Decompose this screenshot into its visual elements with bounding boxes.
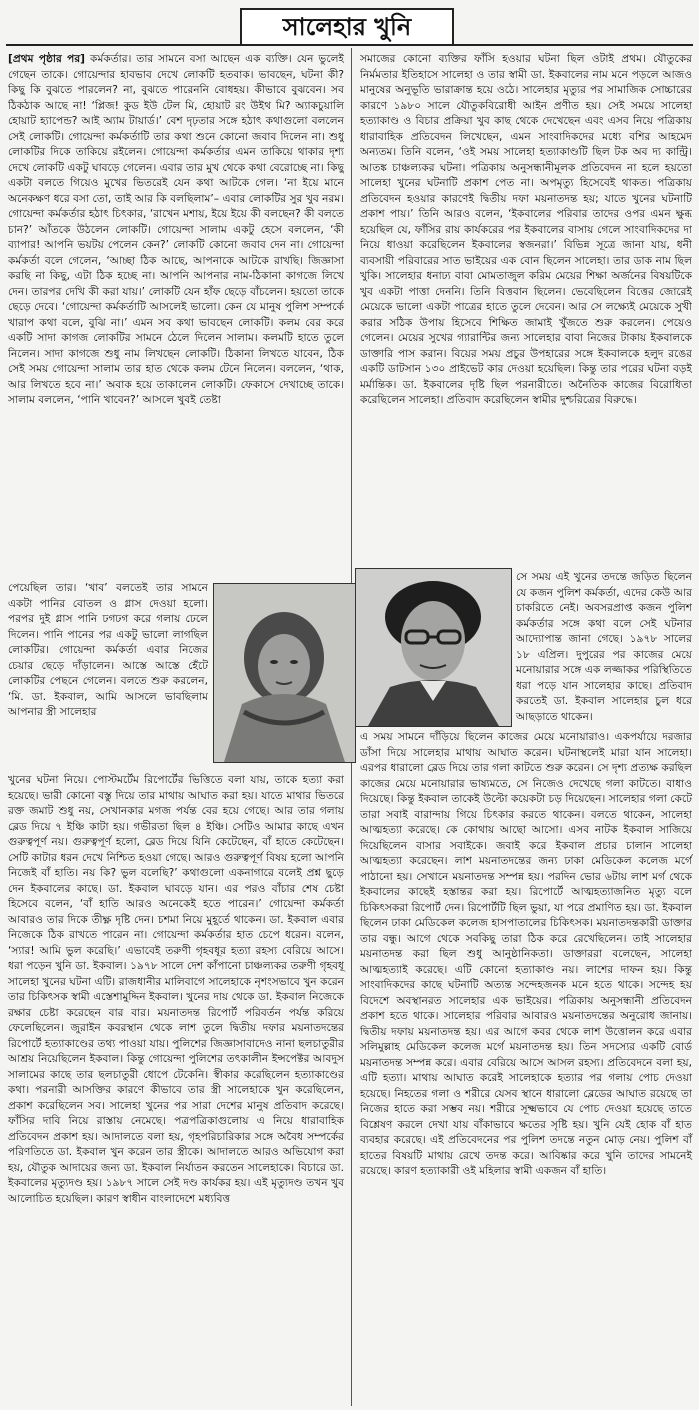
continued-marker: [প্রথম পৃষ্ঠার পর]: [8, 53, 86, 65]
right-column-bottom-text: এ সময় সামনে দাঁড়িয়ে ছিলেন কাজের মেয়ে মনোয়ারাও। একপর্যায়ে দরজার ডাঁসা দিয়ে সালেহার মাথায় আঘাত করেন। ঘটনাস্থলেই মারা যান সালেহা। এরপর ধারালো ব্লেড দিয়ে তার গলা কাটতে শুরু করেন। সে দৃশ্য প্রত্যক্ষ করছিল কাজের মেয়ে মনোয়ারার ভাষ্যমতে, সে নিজেও দেখেছে গলা কাটতে। বাধাও দিয়েছে। কিন্তু ইকবাল তাকেই উল্টো কয়েকটা চড় দিয়েছেন। সালেহার গলা কেটে তারা সবাই বারান্দায় গিয়ে চিৎকার করতে থাকেন। বলতে থাকেন, সালেহা আত্মহত্যা করেছে। কে কোথায় আছো আসো। এসব নাটক ইকবাল সাজিয়ে দিয়েছিলেন বাসার সবাইকে। জবাই করে ইকবাল প্রচার চালান সালেহা আত্মহত্যা করেছেন। লাশ ময়নাতদন্তের জন্য ঢাকা মেডিকেল কলেজ মর্গে পাঠানো হয়। সেখানে ময়নাতদন্ত সম্পন্ন হয়। পরদিন ভোর ৬টায় লাশ মর্গ থেকে ইকবালের কাছেই হস্তান্তর করা হয়। রিপোর্টে আত্মহত্যাজনিত মৃত্যু বলে চিকিৎসকরা রিপোর্ট দেন। রিপোর্টটি ছিল ভুয়া, যা পরে প্রমাণিত হয়। ডা. ইকবাল ছিলেন ঢাকা মেডিকেল কলেজ হাসপাতালের চিকিৎসক। ময়নাতদন্তকারী ডাক্তার তার বন্ধু। আগে থেকে সবকিছু তারা ঠিক করে রেখেছিলেন। তাই সালেহার ময়নাতদন্ত করা ছিল শুধু আনুষ্ঠানিকতা। ডাক্তাররা বলেছেন, সালেহা আত্মহত্যাই করেছে। এটি কোনো হত্যাকাণ্ড নয়। লাশের দাফন হয়। কিন্তু সাংবাদিকদের কাছে ঘটনাটি অত্যন্ত সন্দেহজনক মনে হতে থাকে। সন্দেহ হয় বিদেশে অবস্থানরত সালেহার এক ভাইয়ের। পত্রিকায় অনুসন্ধানী প্রতিবেদন প্রকাশ হতে থাকে। সালেহার পরিবার আবারও ময়নাতদন্তের অনুরোধ জানায়। দ্বিতীয় দফায় ময়নাতদন্ত হয়। এর আগে কবর থেকে লাশ উত্তোলন করে এবার সলিমুল্লাহ মেডিকেল কলেজ মর্গে ময়নাতদন্ত হয়। তিন সদস্যের একটি বোর্ড ময়নাতদন্ত সম্পন্ন করে। এবার বেরিয়ে আসে আসল রহস্য। প্রতিবেদনে বলা হয়, এটি হত্যা। মাথায় আঘাত করেই সালেহাকে হত্যার পর গলায় পোচ দেওয়া হয়েছে। নিহতের গলা ও শরীরে যেসব স্থানে ধারালো ব্লেডের আঘাত রয়েছে তা নিজের হাতে করা সম্ভব নয়। শরীরে সূক্ষ্মভাবে যে পোচ দেওয়া হয়েছে তাতে বিশ্লেষণ করলে দেখা যায় বাঁকাভাবে ক্ষতের সৃষ্টি হয়। খুনি যেই হোক বাঁ হাত ব্যবহার করেছে। এই প্রতিবেদনের পর পুলিশ তদন্তে নতুন মোড় নেয়। পুলিশ বাঁ হাতের বিষয়টি মাথায় রেখে তদন্ত করে। আবিষ্কার করে খুনি তাদের সামনেই রয়েছে। কারণ হত্যাকারী ওই মহিলার স্বামী একজন বাঁ হাতি।: [360, 731, 692, 1177]
left-column-bottom-text: খুনের ঘটনা নিয়ে। পোস্টমর্টেম রিপোর্টের ভিত্তিতে বলা যায়, তাকে হত্যা করা হয়েছে। ভারী কোনো বস্তু দিয়ে তার মাথায় আঘাত করা হয়। যাতে মাথার ভিতরে রক্ত জমাট শুধু নয়, সেখানকার মগজ পর্যন্ত বের হয়ে গেছে। আর তার গলায় ব্লেড দিয়ে ৭ ইঞ্চি কাটা হয়। গভীরতা ছিল ৪ ইঞ্চি। সেটিও আমার কাছে এখন গুরুত্বপূর্ণ নয়। গুরুত্বপূর্ণ হলো, ব্লেড দিয়ে যিনি কেটেছেন, বাঁ হাতে কেটেছেন। সেটি কাটার ধরন দেখে নিশ্চিত হওয়া গেছে। আরও গুরুত্বপূর্ণ বিষয় হলো আপনি নিজেই বাঁ হাতি। নয় কি? ভুল বলেছি?’ কথাগুলো একনাগারে বলেই প্রশ্ন ছুড়ে দেন ইকবালের কাছে। ডা. ইকবাল ঘাবড়ে যান। এর পরও বাঁচার শেষ চেষ্টা হিসেবে বলেন, ‘বাঁ হাতি আরও অনেকেই হতে পারেন।’ গোয়েন্দা কর্মকর্তা আবারও তার দিকে তীক্ষ্ণ দৃষ্টি দেন। চশমা নিয়ে মুহূর্তে থাকেন। ডা. ইকবাল এবার নিজেকে ঠিক রাখতে পারেন না। গোয়েন্দা কর্মকর্তার হাত চেপে ধরেন। বলেন, ‘স্যার! আমি ভুল করেছি।’ এভাবেই তরুণী গৃহবধূর হত্যা রহস্য বেরিয়ে আসে। ধরা পড়েন খুনি ডা. ইকবাল। ১৯৭৮ সালে দেশ কাঁপানো চাঞ্চল্যকর তরুণী গৃহবধূ সালেহা খুনের ঘটনা এটি। রাজধানীর মালিবাগে সালেহাকে নৃশংসভাবে খুন করেন তার চিকিৎসক স্বামী এস্তেশামুদ্দিন ইকবাল। খুনের দায় থেকে ডা. ইকবাল নিজেকে রক্ষার চেষ্টা করেছেন বার বার। ময়নাতদন্ত রিপোর্ট পরিবর্তন পর্যন্ত করিয়ে ফেলেছিলেন। জুরাইন কবরস্থান থেকে লাশ তুলে দ্বিতীয় দফার ময়নাতদন্তের রিপোর্টে হত্যাকাণ্ডের তথ্য পাওয়া যায়। পুলিশের জিজ্ঞাসাবাদেও নানা ছলচাতুরীর আশ্রয় নিয়েছিলেন ইকবাল। কিন্তু গোয়েন্দা পুলিশের তৎকালীন ইন্সপেক্টর আবদুস সালামের কাছে তার ছলচাতুরী ধোপে টেকেনি। স্বীকার করেছিলেন হত্যাকাণ্ডের কথা। পরনারী আসক্তির কারণে কীভাবে তার স্ত্রী সালেহাকে খুন করেছিলেন, প্রকাশ করেছিলেন সব। সালেহা খুনের পর সারা দেশের মানুষ প্রতিবাদ করেছে। ফাঁসির দাবি নিয়ে রাস্তায় নেমেছে। পত্রপত্রিকাগুলোয় এ নিয়ে ধারাবাহিক প্রতিবেদন প্রকাশ হয়। আদালতে বলা হয়, গৃহপরিচারিকার সঙ্গে অবৈধ সম্পর্কের পরিণতিতে ডা. ইকবাল খুন করেন তার স্ত্রীকে। আদালতে আরও অভিযোগ করা হয়, যৌতুক আদায়ের জন্য ডা. ইকবাল নির্যাতন করতেন সালেহাকে। বিচারে ডা. ইকবালের মৃত্যুদণ্ড হয়। ১৯৮৭ সালে সেই দণ্ড কার্যকর হয়। এই মৃত্যুদণ্ড তখন খুব আলোচিত হয়েছিল। কারণ স্বাধীন বাংলাদেশে মধ্যবিত্ত: [8, 774, 344, 1205]
left-column-text: [8, 52, 344, 409]
left-column-top-text: কর্মকর্তার। তার সামনে বসা আছেন এক ব্যক্তি। যেন ভুলেই গেছেন তাকে। গোয়েন্দার হাবভাব দেখে লোকটি হতবাক। ভাবছেন, ঘটনা কী? কিছু কি বুঝতে পারলেন? না, বুঝতে পারেননি বোধহয়। কীভাবে বুঝবেন। সব ঠিকঠাক আছে না! ‘প্লিজ! কুড ইউ টেল মি, হোয়াট রং উইথ মি? অ্যাকচুয়ালি হোয়াট হ্যাপেন্ড? আই অ্যাম টায়ার্ড।’ বেশ দৃঢ়তার সঙ্গে হঠাৎ কথাগুলো বললেন সেই লোকটি। গোয়েন্দা কর্মকর্তাটি তার কথা শুনে কোনো জবাব দিলেন না। শুধু লোকটির দিকে তাকিয়ে রইলেন। গোয়েন্দা কর্মকর্তার এমন তাকিয়ে থাকার দৃশ্য দেখে লোকটি একটু ঘাবড়ে গেলেন। এবার তার মুখ থেকে কথা বেরোচ্ছে না। কিছু একটা বলতে গিয়েও মুখের ভিতরেই যেন কথা আটকে গেল। ‘না ইয়ে মানে অনেকক্ষণ ধরে বসা তো, তাই আর কি বলছিলাম’– এবার লোকটির সুর খুব নরম। গোয়েন্দা কর্মকর্তার হঠাৎ চিৎকার, ‘রাখেন মশায়, ইয়ে ইয়ে কী বলছেন? কী বলতে চান?’ আঁতকে উঠলেন লোকটি। গোয়েন্দা সালাম একটু হেসে বললেন, ‘কী ব্যাপার! আপনি ভয়টয় পেলেন কেন?’ লোকটি কোনো জবাব দেন না। গোয়েন্দা কর্মকর্তা বলে গেলেন, ‘আচ্ছা ঠিক আছে, আপনাকে আটকে রাখছি। জিজ্ঞাসা করছি না কিছু, এটা ঠিক হচ্ছে না। আপনি আপনার নাম-ঠিকানা কাগজে লিখে দেন। তারপর দেখি কী করা যায়।’ লোকটি যেন হাঁফ ছেড়ে বাঁচলেন। হয়তো তাকে ছেড়ে দেবে। ‘গোয়েন্দা কর্মকর্তাটি আসলেই ভালো। কেন যে মানুষ পুলিশ সম্পর্কে খারাপ কথা বলে, বুঝি না।’ এমন সব কথা ভাবছেন লোকটি। কলম বের করে একটি সাদা কাগজ লোকটির সামনে ঠেলে দিলেন সালাম। কলমটি হাতে তুলে নিলেন। সাদা কাগজে শুধু নাম লিখছেন লোকটি। ঠিকানা লিখতে যাবেন, ঠিক সেই সময় গোয়েন্দা সালাম তার হাত থেকে কলম টেনে নিলেন। বললেন, ‘থাক, আর লিখতে হবে না।’ অবাক হয়ে তাকালেন লোকটি। ফেকাসে দেখাচ্ছে তাকে। সালাম বললেন, ‘পানি খাবেন?’ আসলে খুবই তেষ্টা: [8, 53, 344, 406]
right-text-beside-photo: সে সময় এই খুনের তদন্তে জড়িত ছিলেন যে কজন পুলিশ কর্মকর্তা, এদের কেউ আর চাকরিতে নেই। অবসরপ্রাপ্ত কজন পুলিশ কর্মকর্তার সঙ্গে কথা বলে সেই ঘটনার আদ্যোপান্ত জানা গেছে। ১৯৭৮ সালের ১৮ এপ্রিল। দুপুরের পর কাজের মেয়ে মনোয়ারার সঙ্গে এক লজ্জাকর পরিস্থিতিতে ধরা পড়ে যান সালেহার কাছে। প্রতিবাদ করতেই ডা. ইকবাল সালেহার চুল ধরে আছড়াতে থাকেন।: [516, 571, 692, 723]
right-column-top-text: সমাজের কোনো ব্যক্তির ফাঁসি হওয়ার ঘটনা ছিল ওটাই প্রথম। যৌতুকের নির্মমতার ইতিহাসে সালেহা ও তার স্বামী ডা. ইকবালের নাম মনে পড়লে আজও মানুষের অনুভূতি ভারাক্রান্ত হয়ে ওঠে। সালেহার মৃত্যুর পর সামাজিক সোচ্চারের কারণে ১৯৮০ সালে যৌতুকবিরোধী আইন প্রণীত হয়। সেই সময়ে সালেহা হত্যাকাণ্ড ও বিচার প্রক্রিয়া খুব কাছ থেকে দেখেছেন এবং এসব নিয়ে পত্রিকায় ধারাবাহিক প্রতিবেদন লিখেছেন, এমন সাংবাদিকদের মধ্যে বশির আহমেদ অন্যতম। তিনি বলেন, ‘ওই সময় সালেহা হত্যাকাণ্ডটি ছিল টক অব দ্য কান্ট্রি। আতঙ্ক চাঞ্চল্যকর ঘটনা। পত্রিকায় অনুসন্ধানীমূলক প্রতিবেদন না হলে হয়তো সালেহা খুনের ঘটনাটি প্রকাশ পেত না। অপমৃত্যু হিসেবেই থাকত। পত্রিকায় প্রতিবেদন হওয়ার কারণেই দ্বিতীয় দফা ময়নাতদন্ত হয়; যাতে খুনের ঘটনাটি প্রকাশ পায়।’ তিনি আরও বলেন, ‘ইকবালের পরিবার তাদের ওপর এমন ক্ষুব্ধ হয়েছিল যে, ফাঁসির রায় কার্যকরের পর ইকবালের বাসায় গেলে সাংবাদিকদের দা নিয়ে ধাওয়া করেছিলেন ইকবালের স্বজনরা।’ বিভিন্ন সূত্রে জানা যায়, ধনী ব্যবসায়ী পরিবারের সাত ভাইয়ের এক বোন ছিলেন সালেহা। তার ডাক নাম ছিল খুকি। সালেহার ধনাঢ্য বাবা মোমতাজুল করিম মেয়ের শিক্ষা অর্জনের বিষয়টিকে খুব একটা পাত্তা দেননি। তিনি বিত্তবান ছিলেন। ভেবেছিলেন বিত্তের জোরেই মেয়েকে ভালো একটা পাত্রের হাতে তুলে দেবেন। আর সে লক্ষ্যেই মেয়েকে সুখী করার সঠিক উপায় হিসেবে শিক্ষিত জামাই খুঁজতে শুরু করলেন। পেয়েও গেলেন। মেয়ের সুখের গ্যারান্টির জন্য সালেহার বাবা নিজের টাকায় ইকবালকে ডাক্তারি পাস করান। বিয়ের সময় প্রচুর উপহারের সঙ্গে ইকবালকে হলুদ রঙের একটি ডাটসান ১৩০ প্রাইভেট কার দেওয়া হয়েছিল। কিন্তু তার পরের ঘটনা বড়ই মর্মান্তিক। ডা. ইকবালের দৃষ্টি ছিল পরনারীতে। অনৈতিক কাজের বিরোধিতা করেছিলেন সালেহা। প্রতিবাদ করেছিলেন স্বামীর দুশ্চরিত্রের বিরুদ্ধে।: [360, 53, 692, 406]
left-column-top: [8, 52, 344, 580]
woman-portrait-photo: [213, 583, 356, 763]
top-rule: [6, 44, 693, 46]
left-text-beside-photo: পেয়েছিল তার। ‘খাব’ বলতেই তার সামনে একটা পানির বোতল ও গ্লাস দেওয়া হলো। পরপর দুই গ্লাস পানি ঢগঢগ করে গলায় ঢেলে দিলেন। পানি পানের পর একটু ভালো লাগছিল লোকটির। গোয়েন্দা কর্মকর্তা এবার নিজের চেয়ার ছেড়ে দাঁড়ালেন। আস্তে আস্তে হেঁটে লোকটির পেছনে গেলেন। বলতে শুরু করলেন, ‘মি. ডা. ইকবাল, আমি আসলে ভাবছিলাম আপনার স্ত্রী সালেহার: [8, 582, 208, 718]
right-column-top: [360, 52, 692, 564]
woman-portrait-image: [214, 584, 355, 762]
man-portrait-image: [356, 569, 511, 726]
headline: সালেহার খুনি: [240, 8, 454, 46]
man-portrait-photo: [355, 568, 512, 727]
